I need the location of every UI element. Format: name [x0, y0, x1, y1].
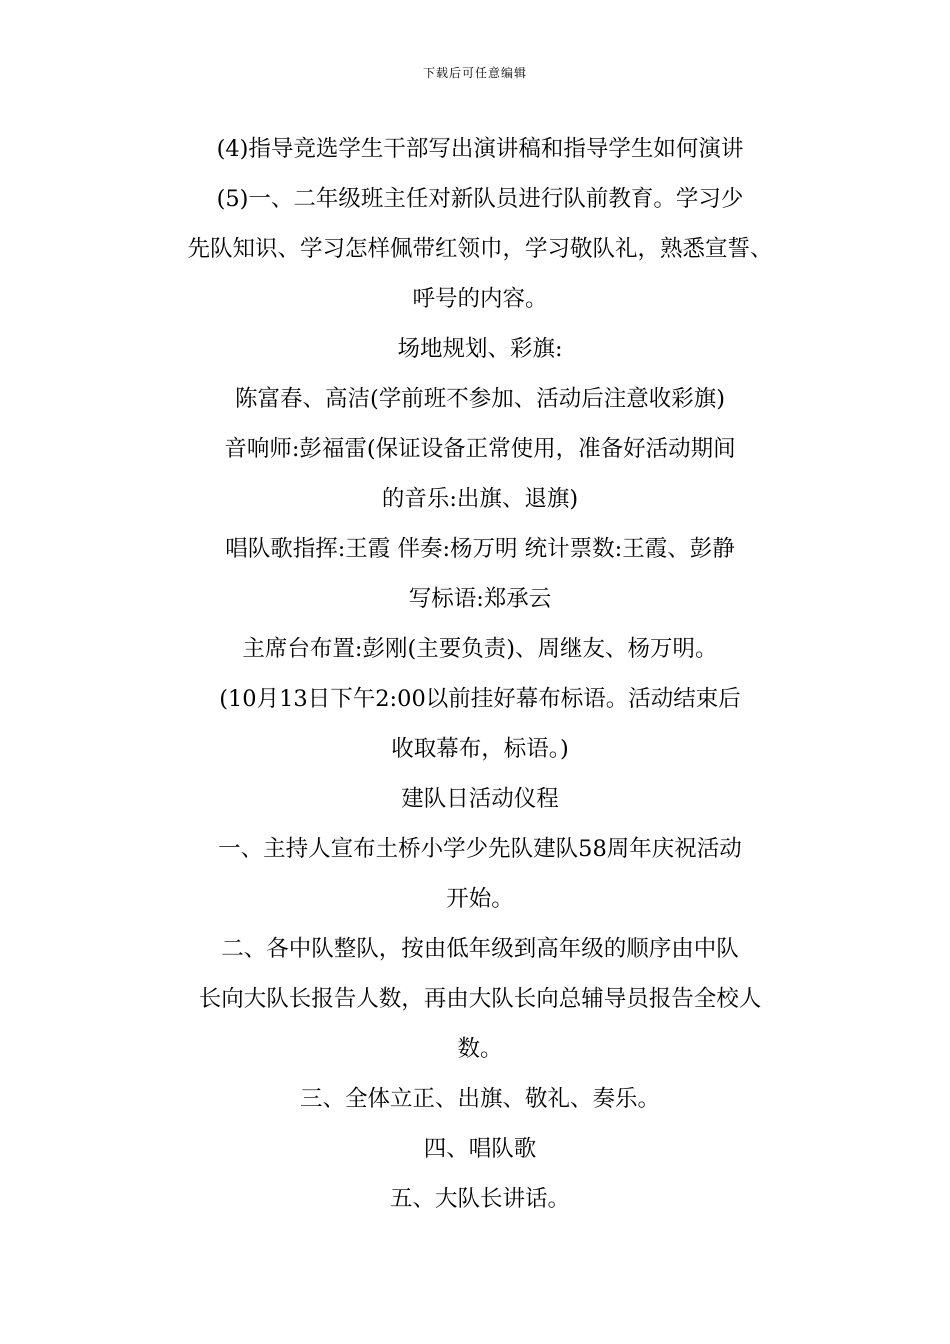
text-line: 呼号的内容。 — [412, 286, 548, 312]
text-line: 的音乐:出旗、退旗) — [381, 486, 579, 512]
text-line: 场地规划、彩旗: — [397, 336, 563, 362]
text-line: 二、各中队整队，按由低年级到高年级的顺序由中队 — [221, 936, 739, 962]
text-line: 唱队歌指挥:王霞 伴奏:杨万明 统计票数:王霞、彭静 — [225, 536, 735, 562]
text-line: 音响师:彭福雷(保证设备正常使用，准备好活动期间 — [224, 436, 736, 462]
text-line: (10月13日下午2:00以前挂好幕布标语。活动结束后 — [219, 686, 741, 712]
text-line: 四、唱队歌 — [423, 1136, 537, 1162]
text-line: 三、全体立正、出旗、敬礼、奏乐。 — [299, 1086, 660, 1112]
page-header: 下载后可任意编辑 — [422, 66, 527, 80]
text-line: (4)指导竞选学生干部写出演讲稿和指导学生如何演讲 — [216, 136, 744, 162]
text-line: 五、大队长讲话。 — [389, 1186, 570, 1212]
section-heading: 建队日活动仪程 — [401, 786, 559, 812]
text-line: 主席台布置:彭刚(主要负责)、周继友、杨万明。 — [242, 636, 718, 662]
text-line: (5)一、二年级班主任对新队员进行队前教育。学习少 — [216, 186, 744, 212]
text-line: 收取幕布，标语。) — [391, 736, 569, 762]
text-line: 长向大队长报告人数，再由大队长向总辅导员报告全校人 — [198, 986, 762, 1012]
text-line: 一、主持人宣布土桥小学少先队建队58周年庆祝活动 — [218, 836, 742, 862]
text-line: 写标语:郑承云 — [408, 586, 552, 612]
text-line: 开始。 — [446, 886, 514, 912]
text-line: 陈富春、高洁(学前班不参加、活动后注意收彩旗) — [234, 386, 726, 412]
text-line: 先队知识、学习怎样佩带红领巾，学习敬队礼，熟悉宣誓、 — [187, 236, 773, 262]
document-body — [150, 124, 810, 1224]
text-line: 数。 — [457, 1036, 503, 1062]
